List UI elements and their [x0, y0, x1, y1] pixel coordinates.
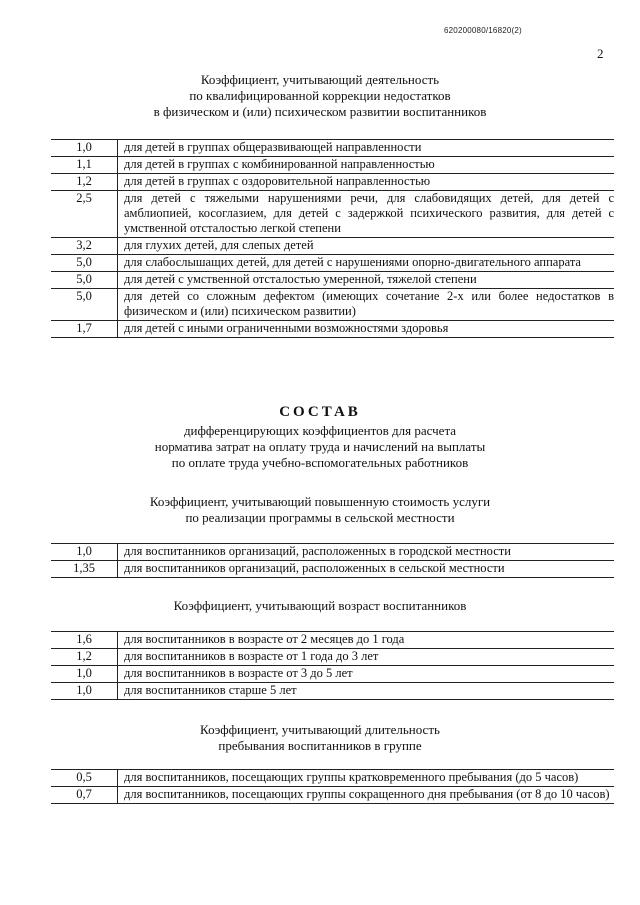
table-row: [51, 544, 614, 561]
coefficient-value: 1,2: [51, 174, 118, 191]
coefficient-value: 1,35: [51, 561, 118, 578]
coefficient-value: 0,7: [51, 787, 118, 804]
coefficient-value: 1,1: [51, 157, 118, 174]
table-row: [51, 561, 614, 578]
table-row: [51, 649, 614, 666]
table-row: [51, 632, 614, 649]
section3-heading-line: Коэффициент, учитывающий возраст воспитанников: [173, 598, 467, 613]
coefficient-description: для воспитанников в возрасте от 3 до 5 лет: [118, 666, 615, 683]
coefficient-description: для воспитанников организаций, расположенных в городской местности: [118, 544, 615, 561]
coefficient-value: 5,0: [51, 272, 118, 289]
table-row: [51, 272, 614, 289]
section2-table: [51, 543, 614, 578]
section2-heading-line: по реализации программы в сельской местности: [185, 510, 455, 525]
section1-heading: [0, 72, 640, 120]
coefficient-value: 5,0: [51, 289, 118, 321]
section4-heading-line: пребывания воспитанников в группе: [218, 738, 422, 753]
section1-heading-line: по квалифицированной коррекции недостатков: [189, 88, 451, 103]
document-id: 620200080/16820(2): [444, 26, 522, 35]
coefficient-description: для слабослышащих детей, для детей с нарушениями опорно-двигательного аппарата: [118, 255, 615, 272]
coefficient-description: для детей в группах общеразвивающей направленности: [118, 140, 615, 157]
table-row: [51, 289, 614, 321]
section4-table: [51, 769, 614, 804]
coefficient-description: для воспитанников, посещающих группы кратковременного пребывания (до 5 часов): [118, 770, 615, 787]
coefficient-description: для воспитанников в возрасте от 2 месяцев до 1 года: [118, 632, 615, 649]
coefficient-value: 1,7: [51, 321, 118, 338]
coefficient-value: 0,5: [51, 770, 118, 787]
coefficient-value: 1,2: [51, 649, 118, 666]
coefficient-description: для воспитанников организаций, расположенных в сельской местности: [118, 561, 615, 578]
composition-subtitle-line: норматива затрат на оплату труда и начислений на выплаты: [154, 439, 486, 454]
coefficient-value: 1,0: [51, 140, 118, 157]
table-row: [51, 683, 614, 700]
coefficient-description: для детей с тяжелыми нарушениями речи, для слабовидящих детей, для детей с амблиопией, косоглазием, для детей с задержкой психического развития, для детей с умственной отсталостью легкой степени: [118, 191, 615, 238]
section4-heading-line: Коэффициент, учитывающий длительность: [200, 722, 440, 737]
coefficient-value: 1,0: [51, 683, 118, 700]
composition-title: СОСТАВ: [279, 404, 361, 420]
coefficient-description: для детей в группах с оздоровительной направленностью: [118, 174, 615, 191]
coefficient-description: для глухих детей, для слепых детей: [118, 238, 615, 255]
table-row: [51, 238, 614, 255]
table-row: [51, 321, 614, 338]
table-row: [51, 140, 614, 157]
table-row: [51, 787, 614, 804]
section1-table: [51, 139, 614, 338]
coefficient-value: 5,0: [51, 255, 118, 272]
composition-subtitle-line: дифференцирующих коэффициентов для расчета: [183, 423, 457, 438]
coefficient-value: 1,0: [51, 544, 118, 561]
table-row: [51, 770, 614, 787]
composition-subtitle-line: по оплате труда учебно-вспомогательных работников: [171, 455, 469, 470]
coefficient-description: для воспитанников старше 5 лет: [118, 683, 615, 700]
coefficient-description: для воспитанников в возрасте от 1 года до 3 лет: [118, 649, 615, 666]
page-number: 2: [597, 46, 604, 61]
coefficient-description: для детей со сложным дефектом (имеющих сочетание 2-х или более недостатков в физическом и (или) психическом развитии): [118, 289, 615, 321]
table-row: [51, 255, 614, 272]
table-row: [51, 174, 614, 191]
coefficient-description: для детей в группах с комбинированной направленностью: [118, 157, 615, 174]
coefficient-value: 1,6: [51, 632, 118, 649]
section1-heading-line: Коэффициент, учитывающий деятельность: [200, 72, 440, 87]
table-row: [51, 666, 614, 683]
coefficient-value: 3,2: [51, 238, 118, 255]
table-row: [51, 157, 614, 174]
section2-heading-line: Коэффициент, учитывающий повышенную стоимость услуги: [149, 494, 491, 509]
coefficient-value: 1,0: [51, 666, 118, 683]
section3-table: [51, 631, 614, 700]
section1-heading-line: в физическом и (или) психическом развитии воспитанников: [153, 104, 487, 119]
section2-heading: [0, 494, 640, 526]
section3-heading: [0, 598, 640, 614]
coefficient-description: для детей с иными ограниченными возможностями здоровья: [118, 321, 615, 338]
section4-heading: [0, 722, 640, 754]
composition-subtitle: [0, 423, 640, 471]
coefficient-description: для детей с умственной отсталостью умеренной, тяжелой степени: [118, 272, 615, 289]
coefficient-description: для воспитанников, посещающих группы сокращенного дня пребывания (от 8 до 10 часов): [118, 787, 615, 804]
table-row: [51, 191, 614, 238]
coefficient-value: 2,5: [51, 191, 118, 238]
